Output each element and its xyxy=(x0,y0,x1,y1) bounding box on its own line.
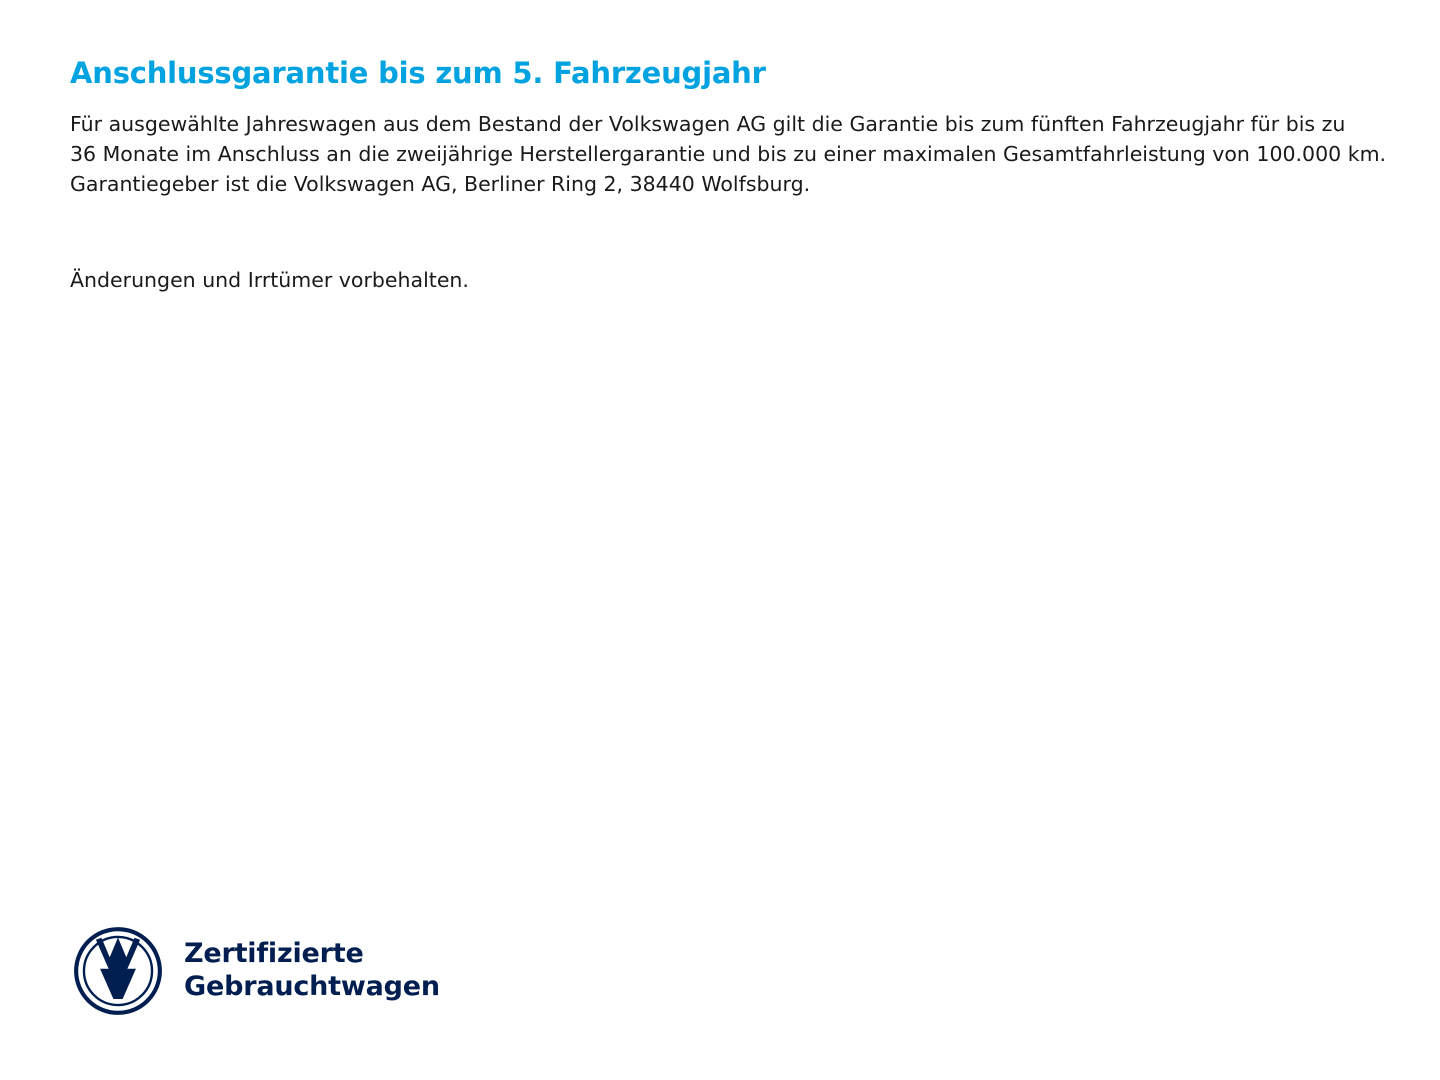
logo-line-1: Zertifizierte xyxy=(184,938,364,970)
page-title: Anschlussgarantie bis zum 5. Fahrzeugjahr xyxy=(70,56,766,90)
paragraph-line: Für ausgewählte Jahreswagen aus dem Bestand der Volkswagen AG gilt die Garantie bis zum fünften Fahrzeugjahr für bis zu xyxy=(70,111,1346,136)
paragraph-line: 36 Monate im Anschluss an die zweijährige Herstellergarantie und bis zu einer maximalen Gesamtfahrleistung von 100.000 km. xyxy=(70,142,1387,167)
paragraph-line: Garantiegeber ist die Volkswagen AG, Berliner Ring 2, 38440 Wolfsburg. xyxy=(70,172,811,197)
disclaimer-text: Änderungen und Irrtümer vorbehalten. xyxy=(70,267,469,292)
logo-line-2: Gebrauchtwagen xyxy=(184,971,440,1002)
logo-wordmark xyxy=(184,938,440,1004)
content-area xyxy=(70,56,1387,295)
body-paragraph xyxy=(70,109,1387,200)
volkswagen-logo-icon xyxy=(72,925,164,1017)
brand-logo xyxy=(72,925,440,1017)
